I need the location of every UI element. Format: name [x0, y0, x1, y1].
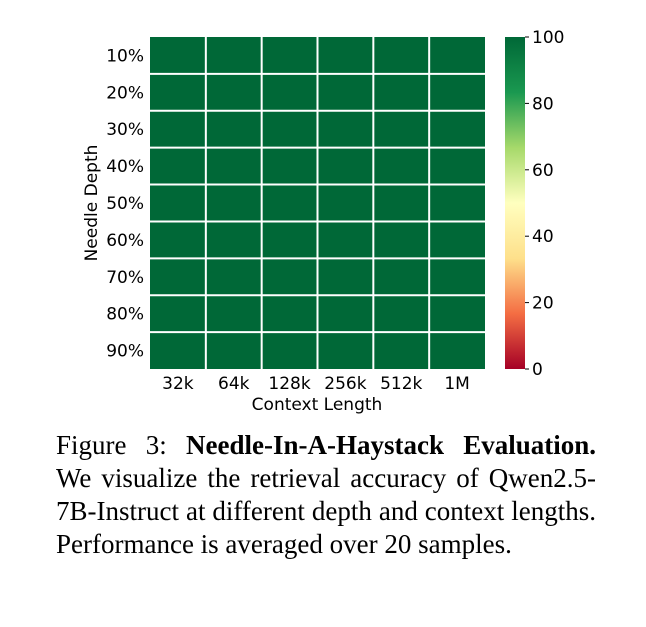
heatmap-cell	[206, 74, 262, 111]
x-tick-label: 256k	[324, 374, 367, 394]
x-tick-labels	[162, 374, 470, 394]
x-axis-label: Context Length	[251, 395, 383, 415]
heatmap-cell	[429, 332, 485, 369]
heatmap-cell	[150, 221, 206, 258]
heatmap-cell	[206, 148, 262, 185]
heatmap-cell	[429, 221, 485, 258]
heatmap-cell	[150, 74, 206, 111]
x-tick-label: 32k	[162, 374, 194, 394]
heatmap-cell	[206, 332, 262, 369]
heatmap-cell	[150, 37, 206, 74]
heatmap-cell	[429, 185, 485, 222]
heatmap-cell	[318, 258, 374, 295]
colorbar	[505, 37, 525, 369]
heatmap-cell	[318, 332, 374, 369]
heatmap-cell	[373, 332, 429, 369]
heatmap-cell	[262, 74, 318, 111]
heatmap-cell	[318, 295, 374, 332]
heatmap-cell	[206, 221, 262, 258]
heatmap-cell	[318, 37, 374, 74]
heatmap-cell	[318, 185, 374, 222]
heatmap-cell	[150, 258, 206, 295]
heatmap-cell	[318, 221, 374, 258]
heatmap-cell	[206, 258, 262, 295]
x-tick-label: 64k	[218, 374, 250, 394]
heatmap-cell	[206, 185, 262, 222]
heatmap-cell	[373, 258, 429, 295]
heatmap-cell	[206, 295, 262, 332]
figure-caption	[56, 429, 596, 561]
caption-title: Needle-In-A-Haystack Evaluation.	[186, 430, 596, 460]
heatmap-cell	[429, 37, 485, 74]
colorbar-tick-label: 20	[532, 293, 554, 314]
x-tick-label: 1M	[444, 374, 470, 394]
heatmap-cell	[373, 37, 429, 74]
heatmap-cell	[429, 148, 485, 185]
y-tick-label: 70%	[106, 267, 144, 288]
heatmap-cell	[373, 295, 429, 332]
x-tick-label: 128k	[268, 374, 311, 394]
heatmap-cell	[206, 37, 262, 74]
y-tick-label: 80%	[106, 304, 144, 325]
caption-prefix: Figure 3:	[56, 430, 186, 460]
heatmap-cell	[262, 332, 318, 369]
y-tick-label: 90%	[106, 341, 144, 362]
heatmap-cell	[262, 185, 318, 222]
y-tick-label: 30%	[106, 120, 144, 141]
y-tick-label: 10%	[106, 46, 144, 67]
heatmap-cell	[373, 185, 429, 222]
heatmap-cell	[373, 148, 429, 185]
colorbar-tick-labels	[525, 28, 564, 380]
heatmap-cell	[262, 148, 318, 185]
colorbar-tick-label: 40	[532, 227, 554, 248]
y-tick-label: 40%	[106, 157, 144, 178]
heatmap-cell	[206, 111, 262, 148]
heatmap-cell	[373, 221, 429, 258]
heatmap-cell	[262, 258, 318, 295]
heatmap-cell	[150, 295, 206, 332]
heatmap-cell	[150, 185, 206, 222]
heatmap-cell	[429, 74, 485, 111]
heatmap-cell	[318, 111, 374, 148]
x-tick-label: 512k	[380, 374, 423, 394]
heatmap-cell	[150, 111, 206, 148]
heatmap-cell	[150, 148, 206, 185]
heatmap-cell	[150, 332, 206, 369]
heatmap-cell	[373, 74, 429, 111]
heatmap-cell	[262, 111, 318, 148]
colorbar-tick-label: 60	[532, 160, 554, 181]
heatmap-cell	[373, 111, 429, 148]
y-axis-label: Needle Depth	[82, 144, 102, 262]
heatmap-cell	[262, 221, 318, 258]
heatmap-cell	[262, 295, 318, 332]
caption-body: We visualize the retrieval accuracy of Qwen2.5-7B-Instruct at different depth and context lengths. Performance is averaged over 20 samples.	[56, 463, 596, 559]
y-tick-label: 60%	[106, 230, 144, 251]
heatmap-cell	[429, 111, 485, 148]
y-tick-labels	[106, 46, 144, 361]
heatmap-cell	[429, 258, 485, 295]
y-tick-label: 20%	[106, 83, 144, 104]
y-tick-label: 50%	[106, 194, 144, 214]
colorbar-tick-label: 100	[532, 28, 565, 48]
heatmap-cell	[429, 295, 485, 332]
heatmap-cell	[318, 148, 374, 185]
colorbar-tick-label: 0	[532, 360, 543, 380]
colorbar-tick-label: 80	[532, 94, 554, 115]
heatmap-cell	[318, 74, 374, 111]
heatmap-cell	[262, 37, 318, 74]
